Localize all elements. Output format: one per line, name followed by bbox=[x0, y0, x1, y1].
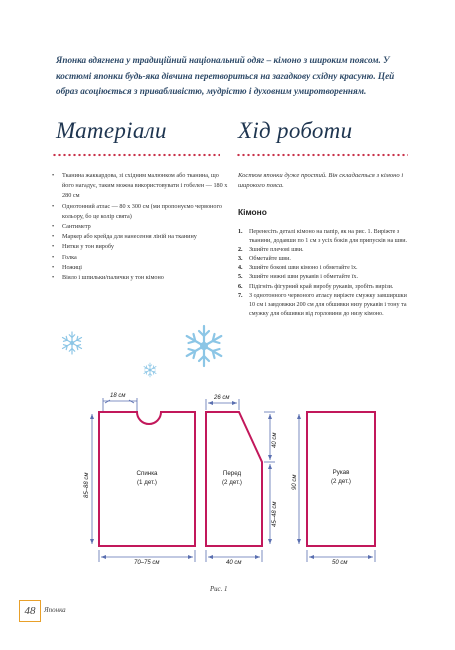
front-lower-label: 45–48 см bbox=[272, 501, 278, 527]
snowflake-icon bbox=[62, 332, 81, 354]
intro-paragraph: Японка вдягнена у традиційний національний одяг – кімоно з широким поясом. У костюмі японки будь-яка дівчина перетвориться на загадкову східну красуню. Цей образ асоціюється з привабливістю, мудрістю і духовним умиротворенням. bbox=[56, 55, 395, 96]
materials-item: • Тканина жаккардова, зі східним малюнком або тканина, що його нагадує, таким можна використовувати і гобелен — 180 x 280 см bbox=[58, 171, 228, 202]
back-top-label: 18 см bbox=[110, 393, 126, 399]
materials-item: • Сантиметр bbox=[58, 222, 228, 232]
work-heading: Хід роботи bbox=[238, 118, 353, 143]
step-text: З однотонного червоного атласу виріжте смужку завширшки 10 см і завдовжки 200 см для обшивки низу рукавів і тону та смужку для обшивки від горловини до низу кімоно. bbox=[249, 292, 407, 317]
sleeve-height-label: 90 см bbox=[292, 474, 298, 490]
step-text: Обметайте шви. bbox=[249, 256, 291, 263]
materials-heading: Матеріали bbox=[56, 118, 167, 143]
front-upper-label: 40 см bbox=[272, 432, 278, 448]
front-panel-count: (2 дет.) bbox=[222, 479, 242, 486]
front-panel-name: Перед bbox=[222, 470, 242, 477]
sleeve-panel-name: Рукав bbox=[332, 469, 350, 476]
materials-item: • Віяло і шпильки/палички у тон кімоно bbox=[58, 273, 228, 283]
sleeve-bottom-label: 50 см bbox=[332, 560, 348, 566]
running-title: Японка bbox=[44, 606, 66, 614]
back-bottom-label: 70–75 см bbox=[134, 560, 160, 566]
materials-item: • Маркер або крейда для нанесення ліній на тканину bbox=[58, 232, 228, 242]
snowflake-icon bbox=[187, 326, 222, 366]
materials-item: • Нитки у тон виробу bbox=[58, 242, 228, 252]
kimono-subhead: Кімоно bbox=[238, 207, 267, 217]
step-text: Перенесіть деталі кімоно на папір, як на рис. 1. Виріжте з тканини, додавши по 1 см з усіх боків для припусків на шви. bbox=[249, 229, 408, 245]
front-top-label: 26 см bbox=[214, 395, 230, 401]
sleeve-panel-count: (2 дет.) bbox=[331, 478, 351, 485]
step-number: 1. bbox=[238, 229, 243, 235]
step-number: 3. bbox=[238, 256, 243, 263]
step-number: 5. bbox=[238, 274, 243, 281]
materials-item: • Ножиці bbox=[58, 263, 228, 273]
step-text: Зшийте плечові шви. bbox=[249, 247, 304, 254]
materials-item: • Однотонний атлас — 80 x 300 см (ми пропонуємо червоного кольору, бо це колір свята) bbox=[58, 202, 228, 222]
back-panel-count: (1 дет.) bbox=[137, 479, 157, 486]
step-text: Підігніть фігурний край виробу рукавів, зробіть вирізи. bbox=[249, 283, 394, 290]
figure-caption: Рис. 1 bbox=[210, 586, 228, 593]
step-text: Зшийте нижні шви рукавів і обметайте їх. bbox=[249, 274, 359, 281]
back-panel-name: Спинка bbox=[136, 470, 158, 477]
step-number: 4. bbox=[238, 265, 243, 272]
materials-item: • Голка bbox=[58, 253, 228, 263]
work-intro: Костюм японки дуже простий. Він складається з кімоно і широкого пояса. bbox=[238, 172, 404, 189]
step-number: 7. bbox=[238, 292, 243, 299]
step-text: Зшийте бокові шви кімоно і обметайте їх. bbox=[249, 265, 358, 272]
back-height-label: 85–88 см bbox=[84, 472, 90, 498]
page-number: 48 bbox=[19, 600, 41, 622]
step-number: 2. bbox=[238, 247, 243, 254]
step-number: 6. bbox=[238, 283, 243, 290]
snowflake-icon bbox=[144, 363, 156, 377]
front-bottom-label: 40 см bbox=[226, 560, 242, 566]
